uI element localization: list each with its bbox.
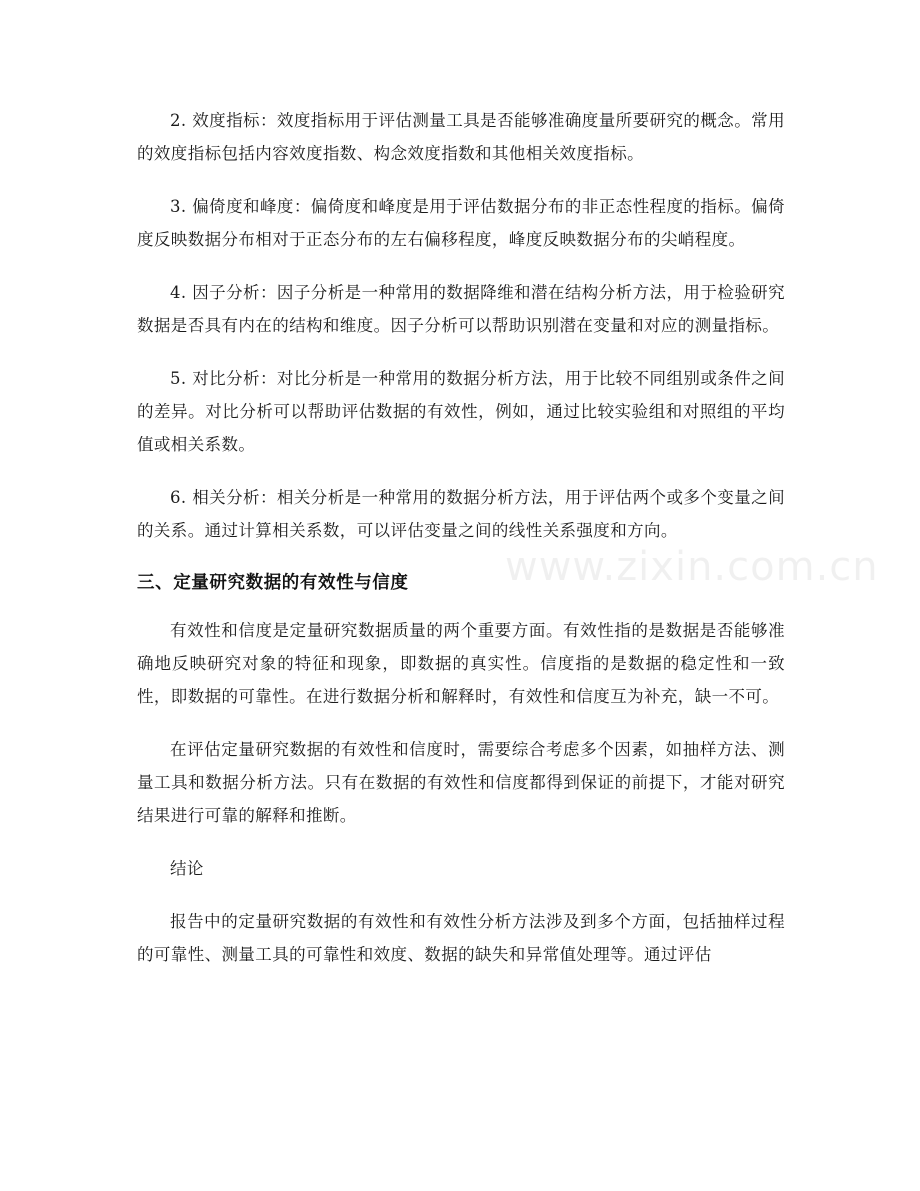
list-item-validity-indicators: 2. 效度指标：效度指标用于评估测量工具是否能够准确度量所要研究的概念。常用的效度指标包括内容效度指数、构念效度指数和其他相关效度指标。	[137, 111, 785, 163]
watermark: www.zixin.com.cn	[505, 544, 879, 590]
section-paragraph-evaluation: 在评估定量研究数据的有效性和信度时，需要综合考虑多个因素，如抽样方法、测量工具和数据分析方法。只有在数据的有效性和信度都得到保证的前提下，才能对研究结果进行可靠的解释和推断。	[137, 740, 785, 825]
list-item-correlation-analysis: 6. 相关分析：相关分析是一种常用的数据分析方法，用于评估两个或多个变量之间的关系。通过计算相关系数，可以评估变量之间的线性关系强度和方向。	[137, 488, 785, 540]
list-item-comparative-analysis: 5. 对比分析：对比分析是一种常用的数据分析方法，用于比较不同组别或条件之间的差异。对比分析可以帮助评估数据的有效性，例如，通过比较实验组和对照组的平均值或相关系数。	[137, 369, 785, 454]
conclusion-label: 结论	[170, 859, 204, 878]
list-item-factor-analysis: 4. 因子分析：因子分析是一种常用的数据降维和潜在结构分析方法，用于检验研究数据是否具有内在的结构和维度。因子分析可以帮助识别潜在变量和对应的测量指标。	[137, 283, 785, 335]
conclusion-paragraph: 报告中的定量研究数据的有效性和有效性分析方法涉及到多个方面，包括抽样过程的可靠性、测量工具的可靠性和效度、数据的缺失和异常值处理等。通过评估	[137, 912, 785, 964]
section-heading: 三、定量研究数据的有效性与信度	[137, 573, 409, 593]
list-item-skewness-kurtosis: 3. 偏倚度和峰度：偏倚度和峰度是用于评估数据分布的非正态性程度的指标。偏倚度反映数据分布相对于正态分布的左右偏移程度，峰度反映数据分布的尖峭程度。	[137, 197, 785, 249]
section-paragraph-validity-reliability: 有效性和信度是定量研究数据质量的两个重要方面。有效性指的是数据是否能够准确地反映研究对象的特征和现象，即数据的真实性。信度指的是数据的稳定性和一致性，即数据的可靠性。在进行数据分析和解释时，有效性和信度互为补充，缺一不可。	[137, 621, 785, 706]
document-body	[137, 104, 785, 991]
